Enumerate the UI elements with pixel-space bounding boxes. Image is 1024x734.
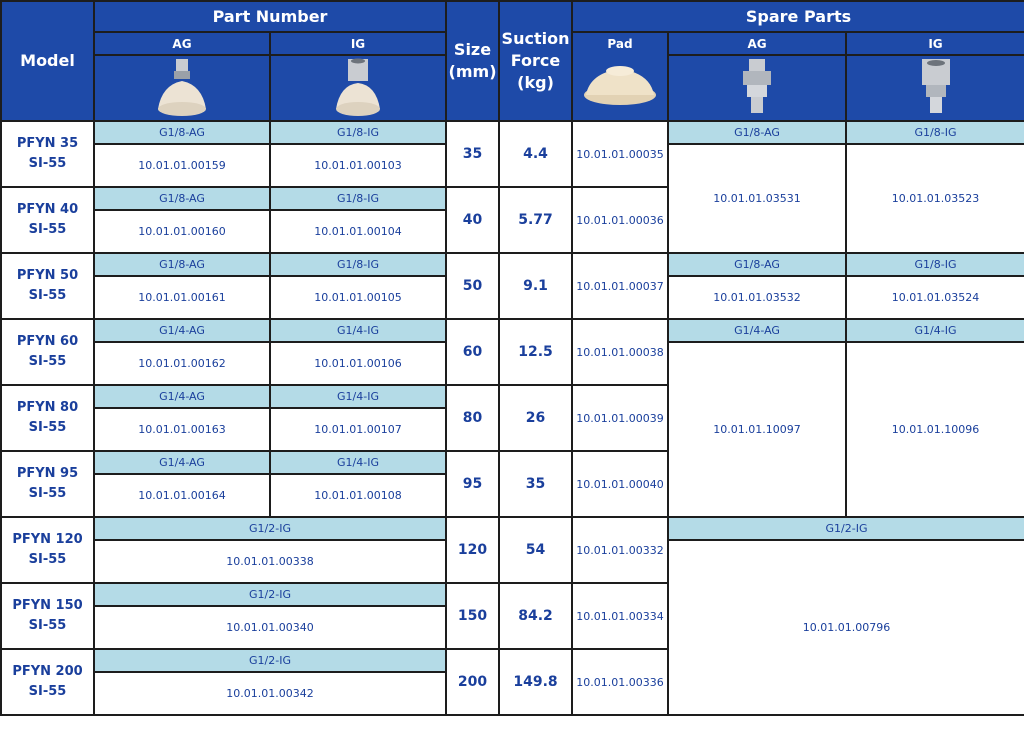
ig-thread: G1/8-IG bbox=[270, 187, 446, 210]
adapter-ag-icon bbox=[727, 57, 787, 119]
ag-part-number: 10.01.01.00164 bbox=[94, 474, 270, 517]
adapter-ig-icon bbox=[906, 57, 966, 119]
header-part-ag: AG bbox=[94, 32, 270, 55]
ig-part-number: 10.01.01.00340 bbox=[94, 606, 446, 649]
part-ag-image-cell bbox=[94, 55, 270, 121]
spare-ig-part-number: 10.01.01.03524 bbox=[846, 276, 1024, 319]
spare-ag-part-number: 10.01.01.10097 bbox=[668, 342, 846, 517]
spare-ag-thread: G1/4-AG bbox=[668, 319, 846, 342]
ag-thread: G1/8-AG bbox=[94, 253, 270, 276]
spare-ag-thread: G1/8-AG bbox=[668, 121, 846, 144]
model-variant: SI-55 bbox=[28, 420, 67, 435]
spare-ig-part-number: 10.01.01.10096 bbox=[846, 342, 1024, 517]
spare-ig-thread: G1/4-IG bbox=[846, 319, 1024, 342]
spare-ig-thread: G1/8-IG bbox=[846, 253, 1024, 276]
model-name: PFYN 50 bbox=[16, 268, 79, 283]
model-name: PFYN 200 bbox=[12, 664, 83, 679]
header-suction-force bbox=[499, 1, 572, 121]
ig-part-number: 10.01.01.00105 bbox=[270, 276, 446, 319]
model-variant: SI-55 bbox=[28, 486, 67, 501]
size-value: 200 bbox=[446, 649, 499, 715]
model-cell bbox=[1, 649, 94, 715]
model-name: PFYN 150 bbox=[12, 598, 83, 613]
header-spare-ig: IG bbox=[846, 32, 1024, 55]
suction-cup-ag-icon bbox=[152, 57, 212, 119]
model-cell bbox=[1, 319, 94, 385]
header-size bbox=[446, 1, 499, 121]
size-value: 120 bbox=[446, 517, 499, 583]
pad-part-number: 10.01.01.00040 bbox=[572, 451, 668, 517]
ag-part-number: 10.01.01.00160 bbox=[94, 210, 270, 253]
model-cell bbox=[1, 253, 94, 319]
ag-thread: G1/4-AG bbox=[94, 385, 270, 408]
model-name: PFYN 80 bbox=[16, 400, 79, 415]
part-ig-image-cell bbox=[270, 55, 446, 121]
pad-image-icon bbox=[580, 51, 660, 109]
header-force-unit: (kg) bbox=[517, 73, 554, 92]
spare-ag-thread: G1/8-AG bbox=[668, 253, 846, 276]
ag-part-number: 10.01.01.00163 bbox=[94, 408, 270, 451]
ig-part-number: 10.01.01.00106 bbox=[270, 342, 446, 385]
model-variant: SI-55 bbox=[28, 618, 67, 633]
pad-part-number: 10.01.01.00039 bbox=[572, 385, 668, 451]
header-model: Model bbox=[1, 1, 94, 121]
model-name: PFYN 35 bbox=[16, 136, 79, 151]
size-value: 60 bbox=[446, 319, 499, 385]
spare-ig-thread: G1/8-IG bbox=[846, 121, 1024, 144]
size-value: 40 bbox=[446, 187, 499, 253]
header-spare-ag: AG bbox=[668, 32, 846, 55]
ig-part-number: 10.01.01.00104 bbox=[270, 210, 446, 253]
ig-thread: G1/4-IG bbox=[270, 319, 446, 342]
model-variant: SI-55 bbox=[28, 354, 67, 369]
pad-part-number: 10.01.01.00334 bbox=[572, 583, 668, 649]
model-variant: SI-55 bbox=[28, 552, 67, 567]
header-size-unit: (mm) bbox=[448, 62, 497, 81]
force-value: 84.2 bbox=[499, 583, 572, 649]
spare-ag-part-number: 10.01.01.03531 bbox=[668, 144, 846, 253]
model-name: PFYN 40 bbox=[16, 202, 79, 217]
model-cell bbox=[1, 517, 94, 583]
size-value: 150 bbox=[446, 583, 499, 649]
ig-thread: G1/2-IG bbox=[94, 517, 446, 540]
size-value: 80 bbox=[446, 385, 499, 451]
pad-part-number: 10.01.01.00332 bbox=[572, 517, 668, 583]
model-cell bbox=[1, 451, 94, 517]
pad-part-number: 10.01.01.00038 bbox=[572, 319, 668, 385]
model-name: PFYN 60 bbox=[16, 334, 79, 349]
ig-thread: G1/4-IG bbox=[270, 451, 446, 474]
spare-ig-image-cell bbox=[846, 55, 1024, 121]
ig-thread: G1/2-IG bbox=[94, 583, 446, 606]
spare-ig-thread: G1/2-IG bbox=[668, 517, 1024, 540]
header-force-label: Force bbox=[510, 51, 561, 70]
force-value: 26 bbox=[499, 385, 572, 451]
model-cell bbox=[1, 583, 94, 649]
model-cell bbox=[1, 385, 94, 451]
force-value: 9.1 bbox=[499, 253, 572, 319]
model-name: PFYN 95 bbox=[16, 466, 79, 481]
header-part-ig: IG bbox=[270, 32, 446, 55]
pad-part-number: 10.01.01.00336 bbox=[572, 649, 668, 715]
spare-ag-image-cell bbox=[668, 55, 846, 121]
model-name: PFYN 120 bbox=[12, 532, 83, 547]
ag-thread: G1/8-AG bbox=[94, 121, 270, 144]
spare-ag-part-number: 10.01.01.03532 bbox=[668, 276, 846, 319]
size-value: 50 bbox=[446, 253, 499, 319]
header-spare-parts: Spare Parts bbox=[572, 1, 1024, 32]
ag-part-number: 10.01.01.00162 bbox=[94, 342, 270, 385]
force-value: 5.77 bbox=[499, 187, 572, 253]
spare-ig-part-number: 10.01.01.00796 bbox=[668, 540, 1024, 715]
ag-thread: G1/4-AG bbox=[94, 319, 270, 342]
pad-part-number: 10.01.01.00037 bbox=[572, 253, 668, 319]
header-pad: Pad bbox=[607, 37, 633, 51]
force-value: 149.8 bbox=[499, 649, 572, 715]
ig-part-number: 10.01.01.00338 bbox=[94, 540, 446, 583]
ag-part-number: 10.01.01.00159 bbox=[94, 144, 270, 187]
ig-part-number: 10.01.01.00107 bbox=[270, 408, 446, 451]
ag-thread: G1/4-AG bbox=[94, 451, 270, 474]
header-suction-label: Suction bbox=[501, 29, 570, 48]
model-variant: SI-55 bbox=[28, 684, 67, 699]
force-value: 12.5 bbox=[499, 319, 572, 385]
model-variant: SI-55 bbox=[28, 222, 67, 237]
ig-part-number: 10.01.01.00103 bbox=[270, 144, 446, 187]
size-value: 95 bbox=[446, 451, 499, 517]
force-value: 54 bbox=[499, 517, 572, 583]
ig-thread: G1/8-IG bbox=[270, 253, 446, 276]
ig-thread: G1/8-IG bbox=[270, 121, 446, 144]
suction-cup-ig-icon bbox=[328, 57, 388, 119]
model-cell bbox=[1, 121, 94, 187]
ig-thread: G1/4-IG bbox=[270, 385, 446, 408]
pad-part-number: 10.01.01.00035 bbox=[572, 121, 668, 187]
model-cell bbox=[1, 187, 94, 253]
size-value: 35 bbox=[446, 121, 499, 187]
ig-thread: G1/2-IG bbox=[94, 649, 446, 672]
ig-part-number: 10.01.01.00342 bbox=[94, 672, 446, 715]
spare-ig-part-number: 10.01.01.03523 bbox=[846, 144, 1024, 253]
ig-part-number: 10.01.01.00108 bbox=[270, 474, 446, 517]
header-pad-cell bbox=[572, 32, 668, 121]
ag-thread: G1/8-AG bbox=[94, 187, 270, 210]
force-value: 4.4 bbox=[499, 121, 572, 187]
force-value: 35 bbox=[499, 451, 572, 517]
header-size-label: Size bbox=[453, 40, 492, 59]
model-variant: SI-55 bbox=[28, 156, 67, 171]
model-variant: SI-55 bbox=[28, 288, 67, 303]
pad-part-number: 10.01.01.00036 bbox=[572, 187, 668, 253]
header-part-number: Part Number bbox=[94, 1, 446, 32]
ag-part-number: 10.01.01.00161 bbox=[94, 276, 270, 319]
